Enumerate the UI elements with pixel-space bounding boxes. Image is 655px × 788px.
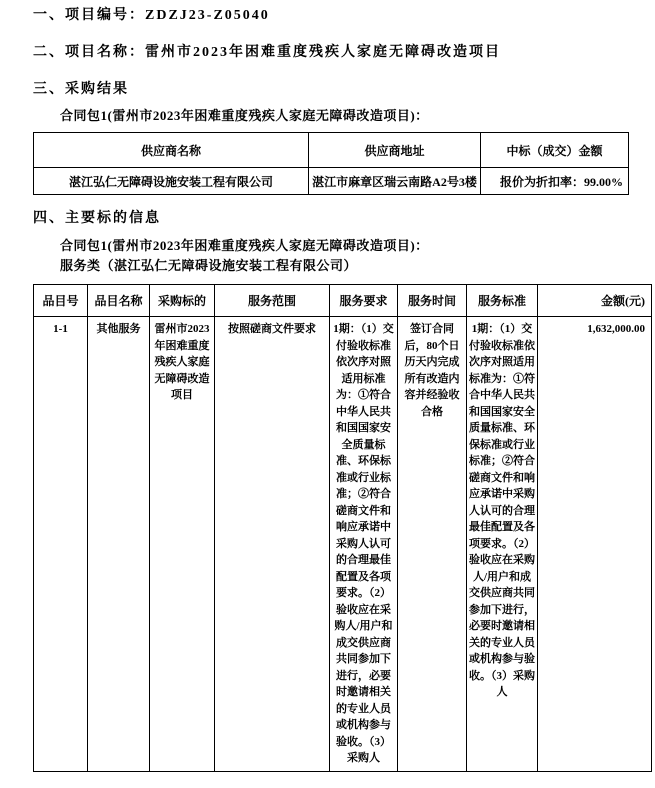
subject-table-row [34, 317, 652, 772]
heading-procurement-result: 三、采购结果 [33, 82, 129, 97]
supplier-table-header-row [34, 133, 629, 168]
service-standard-header: 服务标准 [467, 285, 538, 317]
item-no-cell: 1-1 [34, 317, 88, 772]
supplier-address-header: 供应商地址 [309, 133, 481, 168]
supplier-address-cell: 湛江市麻章区瑞云南路A2号3楼 [309, 168, 481, 195]
service-requirement-cell: 1期：（1）交付验收标准依次序对照适用标准为：①符合中华人民共和国国家安全质量标准、环保标准或行业标准；②符合磋商文件和响应承诺中采购人认可的合理最佳配置及各项要求。（2）验收应在采购人/用户和成交供应商共同参加下进行，必要时邀请相关的专业人员或机构参与验收。（3）采购人 [330, 317, 398, 772]
service-category-line: 服务类（湛江弘仁无障碍设施安装工程有限公司） [60, 258, 358, 273]
supplier-name-cell: 湛江弘仁无障碍设施安装工程有限公司 [34, 168, 309, 195]
subject-table-header-row [34, 285, 652, 317]
supplier-table-row [34, 168, 629, 195]
amount-header: 金额(元) [538, 285, 652, 317]
supplier-name-header: 供应商名称 [34, 133, 309, 168]
subject-table [33, 284, 652, 772]
contract-package-line-1: 合同包1(雷州市2023年困难重度残疾人家庭无障碍改造项目)： [60, 108, 429, 123]
service-time-cell: 签订合同后，80个日历天内完成所有改造内容并经验收合格 [398, 317, 467, 772]
heading-main-subject-info: 四、主要标的信息 [33, 211, 161, 226]
award-amount-header: 中标（成交）金额 [481, 133, 629, 168]
item-name-header: 品目名称 [88, 285, 150, 317]
heading-project-name: 二、项目名称：雷州市2023年困难重度残疾人家庭无障碍改造项目 [33, 45, 501, 60]
service-scope-header: 服务范围 [215, 285, 330, 317]
service-requirement-header: 服务要求 [330, 285, 398, 317]
award-amount-cell: 报价为折扣率：99.00% [481, 168, 629, 195]
item-name-cell: 其他服务 [88, 317, 150, 772]
service-scope-cell: 按照磋商文件要求 [215, 317, 330, 772]
subject-cell: 雷州市2023年困难重度残疾人家庭无障碍改造项目 [150, 317, 215, 772]
service-time-header: 服务时间 [398, 285, 467, 317]
contract-package-line-2: 合同包1(雷州市2023年困难重度残疾人家庭无障碍改造项目)： [60, 238, 429, 253]
amount-cell: 1,632,000.00 [538, 317, 652, 772]
service-standard-cell: 1期：（1）交付验收标准依次序对照适用标准为：①符合中华人民共和国国家安全质量标准、环保标准或行业标准；②符合磋商文件和响应承诺中采购人认可的合理最佳配置及各项要求。（2）验收应在采购人/用户和成交供应商共同参加下进行，必要时邀请相关的专业人员或机构参与验收。（3）采购人 [467, 317, 538, 772]
heading-project-number: 一、项目编号：ZDZJ23-Z05040 [33, 8, 270, 23]
item-no-header: 品目号 [34, 285, 88, 317]
subject-header: 采购标的 [150, 285, 215, 317]
supplier-table [33, 132, 629, 195]
